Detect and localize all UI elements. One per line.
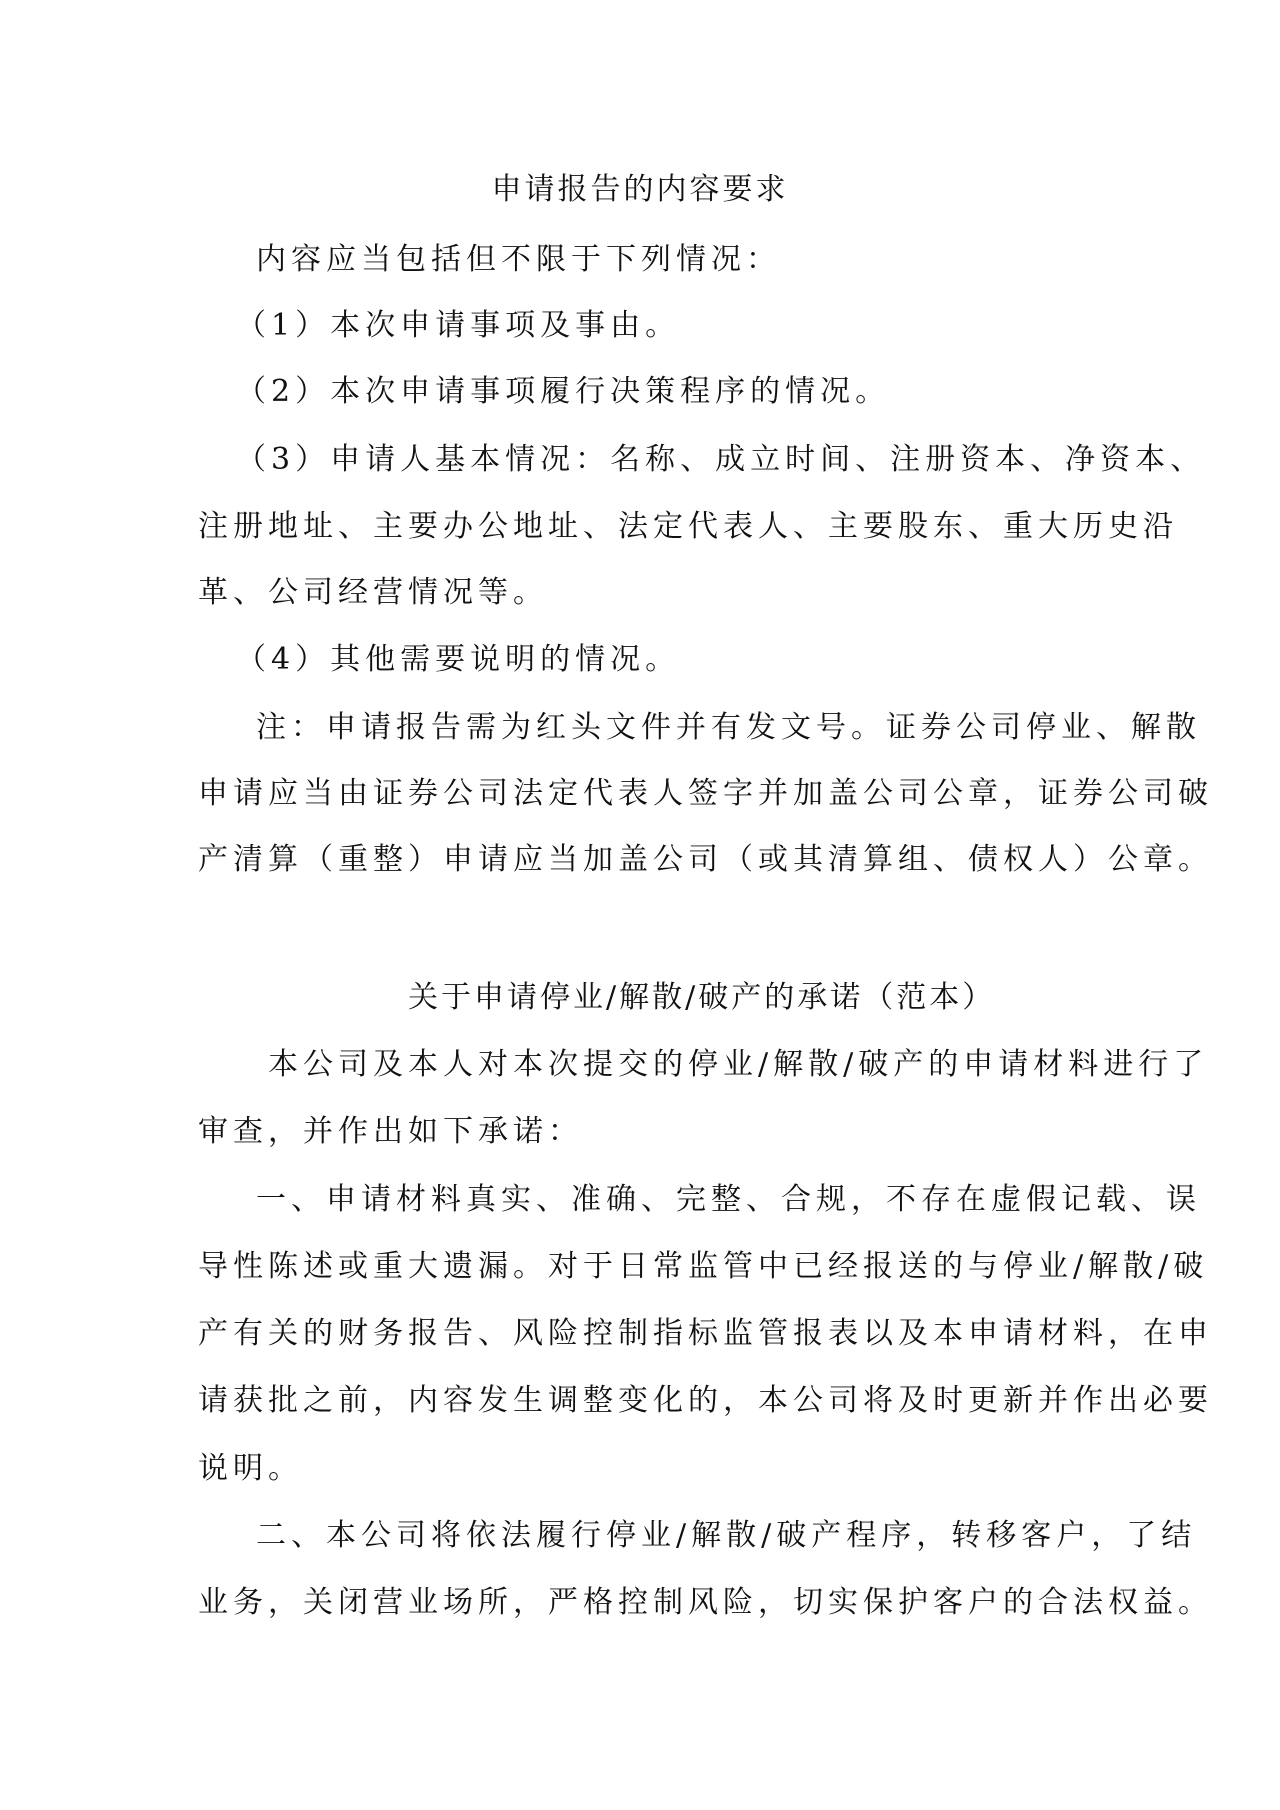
note-line-2: 申请应当由证券公司法定代表人签字并加盖公司公章，证券公司破 xyxy=(198,776,1213,811)
commitment-intro-line-2: 审查，并作出如下承诺： xyxy=(198,1114,583,1149)
list-item-3-line-1: （3）申请人基本情况：名称、成立时间、注册资本、净资本、 xyxy=(236,442,1206,477)
note-line-1: 注：申请报告需为红头文件并有发文号。证券公司停业、解散 xyxy=(256,710,1201,745)
list-item-3-line-2: 注册地址、主要办公地址、法定代表人、主要股东、重大历史沿 xyxy=(198,509,1178,544)
list-item-4: （4）其他需要说明的情况。 xyxy=(236,642,681,677)
list-item-2: （2）本次申请事项履行决策程序的情况。 xyxy=(236,374,891,409)
commitment-1-line-5: 说明。 xyxy=(198,1451,303,1486)
commitment-1-line-2: 导性陈述或重大遗漏。对于日常监管中已经报送的与停业/解散/破 xyxy=(198,1249,1209,1284)
list-item-3-line-3: 革、公司经营情况等。 xyxy=(198,575,548,610)
commitment-1-line-1: 一、申请材料真实、准确、完整、合规，不存在虚假记载、误 xyxy=(256,1182,1201,1217)
section1-intro: 内容应当包括但不限于下列情况： xyxy=(256,242,781,277)
section2-title: 关于申请停业/解散/破产的承诺（范本） xyxy=(408,980,996,1015)
commitment-1-line-4: 请获批之前，内容发生调整变化的，本公司将及时更新并作出必要 xyxy=(198,1383,1213,1418)
section1-title: 申请报告的内容要求 xyxy=(491,172,789,207)
commitment-intro-line-1: 本公司及本人对本次提交的停业/解散/破产的申请材料进行了 xyxy=(268,1047,1209,1082)
commitment-1-line-3: 产有关的财务报告、风险控制指标监管报表以及本申请材料，在申 xyxy=(198,1316,1213,1351)
commitment-2-line-1: 二、本公司将依法履行停业/解散/破产程序，转移客户，了结 xyxy=(256,1518,1197,1553)
list-item-1: （1）本次申请事项及事由。 xyxy=(236,308,681,343)
commitment-2-line-2: 业务，关闭营业场所，严格控制风险，切实保护客户的合法权益。 xyxy=(198,1585,1213,1620)
note-line-3: 产清算（重整）申请应当加盖公司（或其清算组、债权人）公章。 xyxy=(198,842,1213,877)
